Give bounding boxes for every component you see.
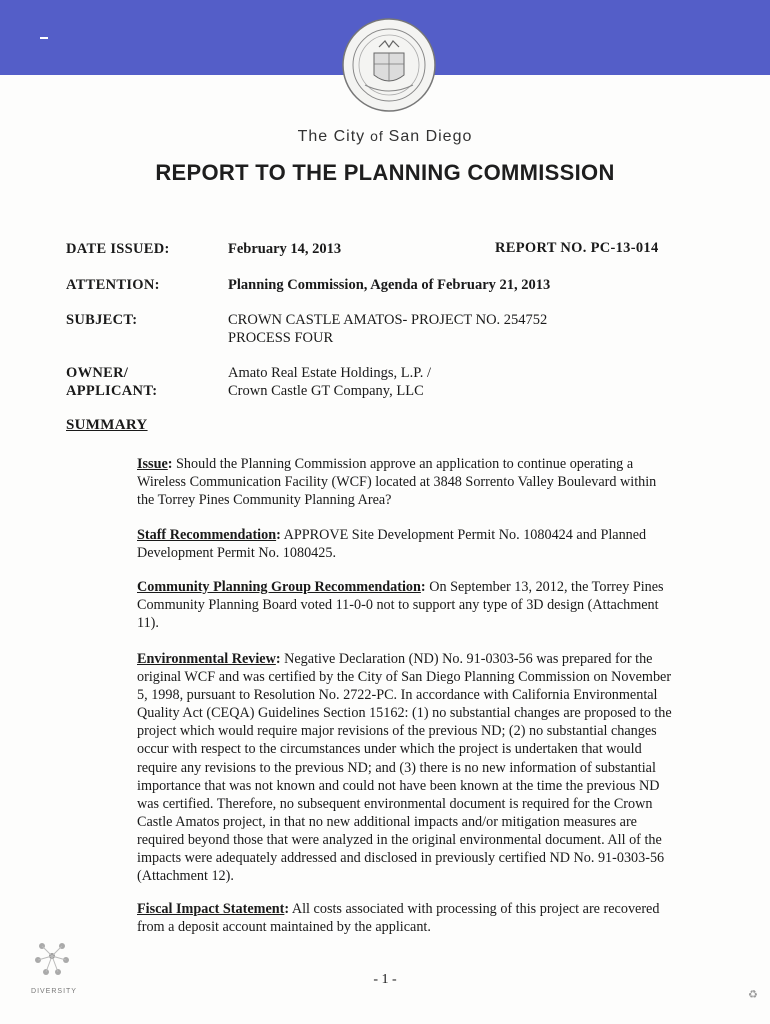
fiscal-impact-paragraph: Fiscal Impact Statement: All costs associated with processing of this project are recovered from a deposit account maintained by the applicant.	[137, 901, 660, 936]
recycle-icon: ♻	[748, 989, 758, 1001]
owner-value-line2: Crown Castle GT Company, LLC	[228, 383, 424, 399]
fiscal-impact-heading: Fiscal Impact Statement	[137, 901, 285, 917]
subject-line1: CROWN CASTLE AMATOS- PROJECT NO. 254752	[228, 312, 548, 328]
staff-recommendation-paragraph: Staff Recommendation: APPROVE Site Development Permit No. 1080424 and Planned Development Permit No. 1080425.	[137, 527, 647, 562]
banner-dash	[40, 37, 48, 39]
staff-recommendation-heading: Staff Recommendation	[137, 527, 277, 543]
subject-line2: PROCESS FOUR	[228, 330, 334, 346]
environmental-review-heading: Environmental Review	[137, 651, 276, 667]
report-number: REPORT NO. PC-13-014	[495, 240, 659, 256]
owner-value-line1: Amato Real Estate Holdings, L.P. /	[228, 365, 431, 381]
summary-heading: SUMMARY	[66, 417, 148, 433]
report-title: REPORT TO THE PLANNING COMMISSION	[155, 160, 615, 185]
city-line-san-diego: San Diego	[388, 128, 473, 145]
community-planning-text: On September 13, 2012, the Torrey Pines Community Planning Board voted 11-0-0 not to support any type of 3D design (Attachment 11).	[137, 579, 664, 632]
date-issued-label: DATE ISSUED:	[66, 241, 170, 257]
issue-heading: Issue	[137, 456, 168, 472]
issue-paragraph: Issue: Should the Planning Commission approve an application to continue operating a Wireless Communication Facility (WCF) located at 3848 Sorrento Valley Boulevard within the Torrey Pines Community Planning Area?	[137, 456, 657, 509]
date-issued-value: February 14, 2013	[228, 241, 342, 257]
staff-recommendation-text: APPROVE Site Development Permit No. 1080424 and Planned Development Permit No. 1080425.	[137, 527, 647, 562]
owner-label-line2: APPLICANT:	[66, 383, 158, 399]
issue-text: Should the Planning Commission approve an application to continue operating a Wireless Communication Facility (WCF) located at 3848 Sorrento Valley Boulevard within the Torrey Pines Community Planning Area?	[137, 456, 657, 509]
attention-label: ATTENTION:	[66, 277, 160, 293]
community-planning-heading: Community Planning Group Recommendation	[137, 579, 421, 595]
city-line-the: The	[297, 128, 334, 145]
city-line-city: City	[333, 128, 366, 145]
owner-label-line1: OWNER/	[66, 365, 129, 381]
diversity-logo-text: DIVERSITY	[31, 988, 77, 995]
attention-value: Planning Commission, Agenda of February 21, 2013	[228, 277, 551, 293]
environmental-review-paragraph: Environmental Review: Negative Declaration (ND) No. 91-0303-56 was prepared for the original WCF and was certified by the City of San Diego Planning Commission on November 5, 1998, pursuant to Resolution No. 2722-PC. In accordance with California Environmental Quality Act (CEQA) Guidelines Section 15162: (1) no substantial changes are proposed to the project which would require major revisions of the previous ND; (2) no substantial changes occur with respect to the circumstances under which the project is undertaken that would require any revisions to the previous ND; and (3) there is no new information of substantial importance that was not known and could not have been known at the time the previous ND was certified. Therefore, no subsequent environmental document is required for the Crown Castle Amatos project, in that no new additional impacts and/or mitigation measures are required beyond those that were analyzed in the original environmental document. All of the impacts were adequately addressed and disclosed in previously certified ND No. 91-0303-56 (Attachment 12).	[137, 651, 672, 885]
city-seal-icon	[341, 17, 437, 113]
environmental-review-text: Negative Declaration (ND) No. 91-0303-56 was prepared for the original WCF and was certified by the City of San Diego Planning Commission on November 5, 1998, pursuant to Resolution No. 2722-PC. In accordance with California Environmental Quality Act (CEQA) Guidelines Section 15162: (1) no substantial changes are proposed to the project which would require major revisions of the previous ND; (2) no substantial changes occur with respect to the circumstances under which the project is undertaken that would require any revisions to the previous ND; and (3) there is no new information of substantial importance that was not known and could not have been known at the time the previous ND was certified. Therefore, no subsequent environmental document is required for the Crown Castle Amatos project, in that no new additional impacts and/or mitigation measures are required beyond those that were analyzed in the original environmental document. All of the impacts were adequately addressed and disclosed in previously certified ND No. 91-0303-56 (Attachment 12).	[137, 651, 672, 885]
subject-label: SUBJECT:	[66, 312, 138, 328]
city-line-of: of	[365, 128, 389, 144]
fiscal-impact-text: All costs associated with processing of this project are recovered from a deposit account maintained by the applicant.	[137, 901, 660, 936]
city-line	[0, 128, 770, 146]
page-number: - 1 -	[373, 972, 397, 987]
community-planning-paragraph: Community Planning Group Recommendation: On September 13, 2012, the Torrey Pines Community Planning Board voted 11-0-0 not to support any type of 3D design (Attachment 11).	[137, 579, 664, 632]
